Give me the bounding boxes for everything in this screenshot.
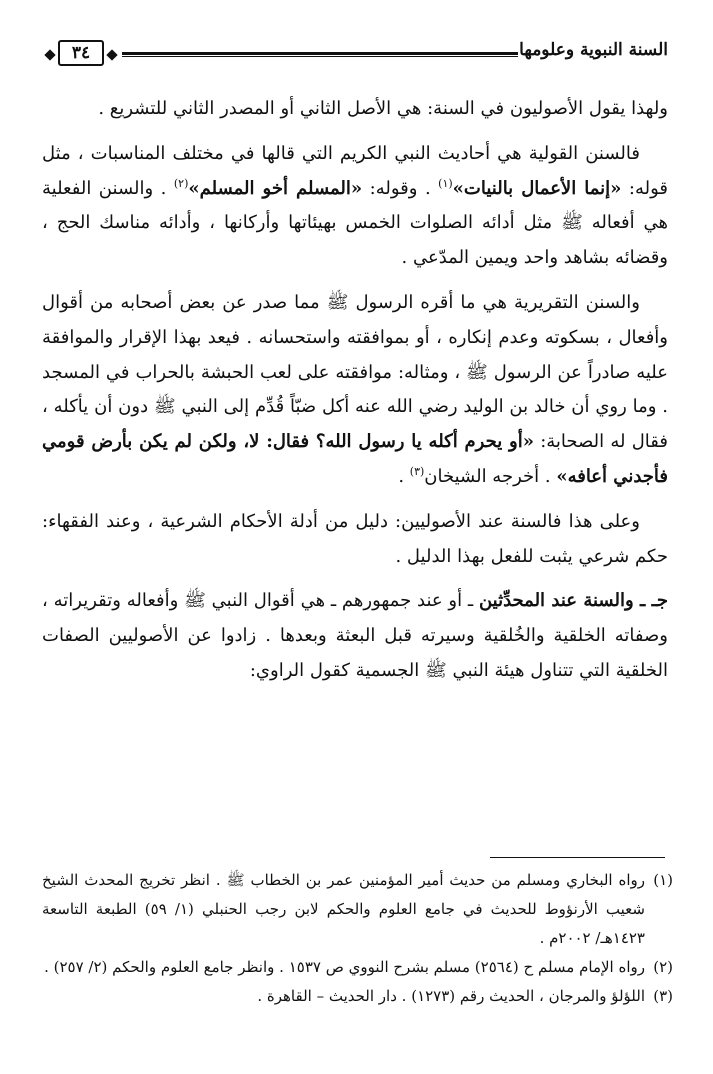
paragraph-text: ولهذا يقول الأصوليون في السنة: هي الأصل الثاني أو المصدر الثاني للتشريع . (98, 98, 668, 119)
footnote-3 (42, 982, 673, 1011)
hadith-quote: «أو يحرم أكله يا رسول الله؟ فقال: لا، ولكن لم يكن بأرض قومي فأجدني أعافه» (42, 431, 668, 487)
footnote-text: رواه الإمام مسلم ح (٢٥٦٤) مسلم بشرح النووي ص ١٥٣٧ . وانظر جامع العلوم والحكم (٢/ ٢٥٧) . (44, 958, 645, 976)
paragraph-text: . أخرجه الشيخان (424, 465, 557, 487)
footnote-ref[interactable]: (٣) (409, 464, 425, 478)
paragraph-2 (42, 137, 668, 276)
header-title: السنة النبوية وعلومها (519, 40, 668, 60)
paragraph-text: . والسنن الفعلية هي أفعاله ﷺ مثل أدائه الصلوات الخمس بهيئاتها وأركانها ، وأدائه مناسك الحج ، وقضائه بشاهد واحد ويمين المدّعي . (42, 177, 668, 269)
footnote-2 (42, 953, 673, 982)
footnote-separator (490, 857, 665, 858)
header-rule-thin (122, 56, 518, 57)
paragraph-text: . (398, 465, 410, 487)
main-text (42, 92, 668, 699)
running-header (20, 34, 668, 74)
footnote-number: (٣) (653, 987, 673, 1005)
paragraph-text: فالسنن القولية هي أحاديث النبي الكريم التي قالها في مختلف المناسبات ، مثل قوله: (42, 142, 668, 199)
hadith-quote: «إنما الأعمال بالنيات» (452, 177, 622, 199)
footnote-text: اللؤلؤ والمرجان ، الحديث رقم (١٢٧٣) . دار الحديث – القاهرة . (257, 987, 645, 1005)
paragraph-text: . وقوله: (362, 177, 439, 199)
paragraph-3 (42, 286, 668, 495)
paragraph-4 (42, 505, 668, 575)
header-rule (122, 52, 518, 55)
paragraph-5 (42, 584, 668, 688)
page-number: ٣٤ (58, 40, 104, 66)
footnote-text: رواه البخاري ومسلم من حديث أمير المؤمنين عمر بن الخطاب ﷺ . انظر تخريج المحدث الشيخ شعيب الأرنؤوط للحديث في جامع العلوم والحكم لابن رجب الحنبلي (١/ ٥٩) الطبعة التاسعة ١٤٢٣هـ/ ٢٠٠٢م . (42, 871, 645, 947)
paragraph-text: ـ أو عند جمهورهم ـ هي أقوال النبي ﷺ وأفعاله وتقريراته ، وصفاته الخلقية والخُلقية وسيرته قبل البعثة وبعدها . زادوا عن الأصوليين الصفات الخلقية التي تتناول هيئة النبي ﷺ الجسمية كقول الراوي: (42, 590, 668, 681)
paragraph-text: والسنن التقريرية هي ما أقره الرسول ﷺ مما صدر عن بعض أصحابه من أقوال وأفعال ، بسكوته وعدم إنكاره ، أو بموافقته واستحسانه . فيعد بهذا الإقرار والموافقة عليه صادراً عن الرسول ﷺ ، ومثاله: موافقته على لعب الحبشة بالحراب في المسجد . وما روي أن خالد بن الوليد رضي الله عنه أكل ضبّاً قُدِّم إلى النبي ﷺ دون أن يأكله ، فقال له الصحابة: (42, 291, 668, 453)
hadith-quote: «المسلم أخو المسلم» (188, 177, 363, 199)
footnote-ref[interactable]: (٢) (173, 176, 189, 190)
footnote-number: (١) (653, 871, 673, 889)
diamond-ornament-icon (44, 49, 55, 60)
section-heading: جـ ـ والسنة عند المحدِّثين (478, 590, 669, 612)
footnote-ref[interactable]: (١) (438, 176, 453, 190)
footnotes (42, 866, 673, 1011)
paragraph-text: وعلى هذا فالسنة عند الأصوليين: دليل من أدلة الأحكام الشرعية ، وعند الفقهاء: حكم شرعي يثبت للفعل بهذا الدليل . (42, 510, 668, 567)
footnote-number: (٢) (653, 958, 673, 976)
page-number-ornament (46, 34, 116, 72)
diamond-ornament-icon (106, 49, 117, 60)
paragraph-1 (42, 92, 668, 127)
footnote-1 (42, 866, 673, 953)
